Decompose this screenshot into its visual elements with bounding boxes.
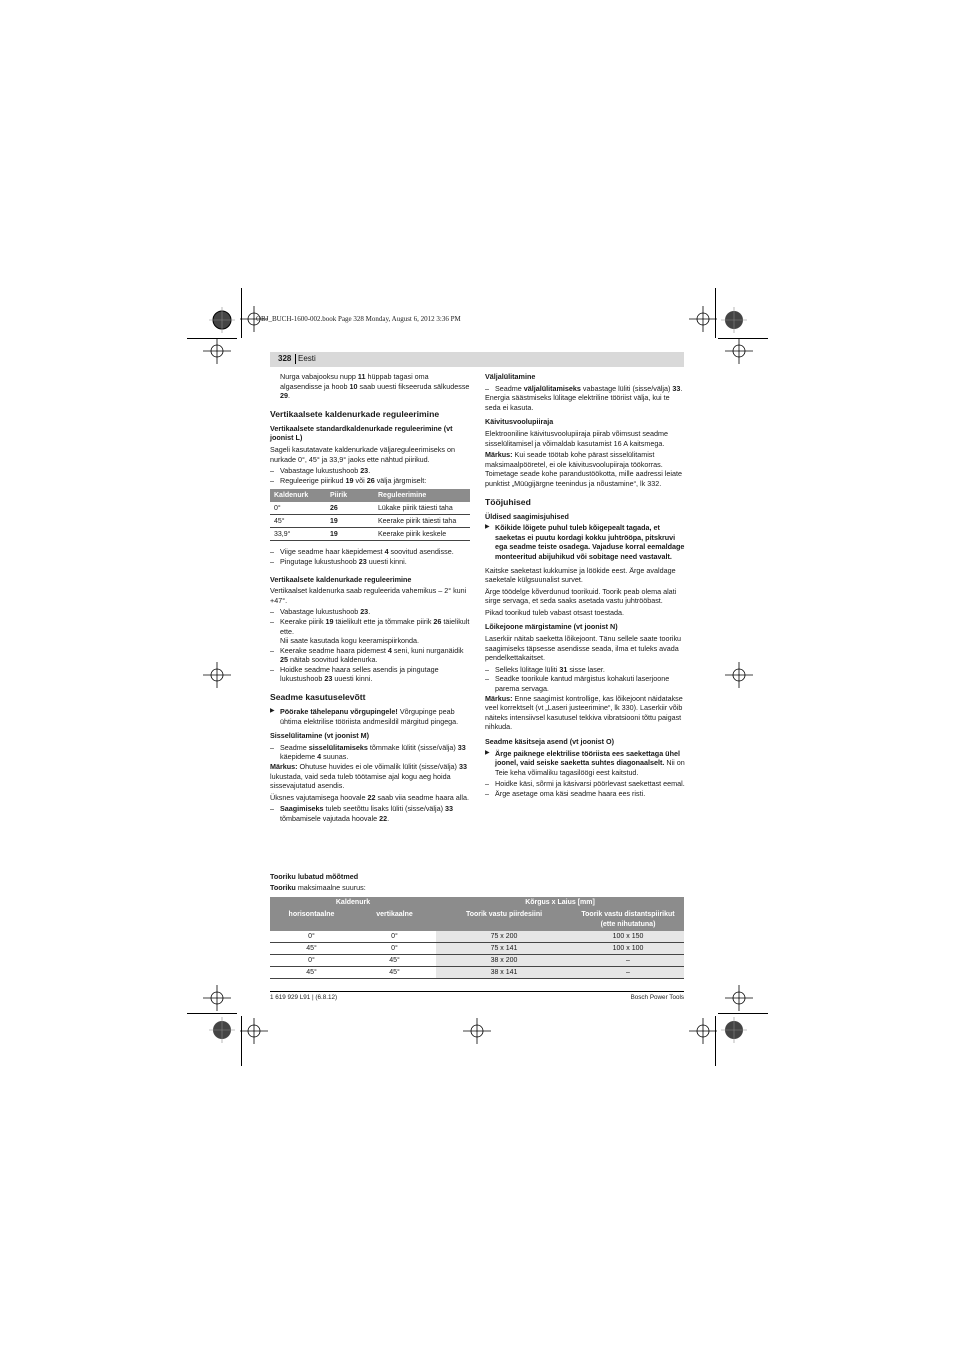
list-item: – Seadme sisselülitamiseks tõmmake lülitit (sisse/välja) 33 käepideme 4 suunas. <box>270 743 470 762</box>
table-header: vertikaalne <box>353 909 436 931</box>
list-item: – Vabastage lukustushoob 23. <box>270 466 470 476</box>
list-item: – Keerake piirik 19 täielikult ette ja tõmmake piirik 26 täielikult ette. Nii saate kasutada kogu keeramispiirkonda. <box>270 617 470 646</box>
note-paragraph: Märkus: Kui seade töötab kohe pärast sisselülitamist maksimaalpööretel, ei ole käivitusvoolupiiraja töökorras. Toimetage seade kohe parandustöökotta, mille aadressi leiate punktist „Müügijärgne teenindus ja nõustamine“, lk 332. <box>485 450 682 488</box>
registration-crosshair-icon <box>725 662 753 688</box>
table-row: 45° 45° 38 x 141 – <box>270 967 684 979</box>
page-number: 328 <box>278 354 292 363</box>
subsection-heading: Käivitusvoolupiiraja <box>485 417 554 427</box>
registration-crosshair-icon <box>203 985 231 1011</box>
paragraph: Ärge töödelge kõverdunud toorikuid. Toorik peab olema alati sirge servaga, et seda saaks asetada vastu juhtrööbast. <box>485 586 677 606</box>
subsection-heading: Vertikaalsete standardkaldenurkade reguleerimine (vt joonist L) <box>270 423 453 443</box>
registration-target-icon <box>712 302 756 338</box>
list-item: – Saagimiseks tuleb seetõttu lisaks lüliti (sisse/välja) 33 tõmbamisele vajutada hoovale 22. <box>270 804 470 823</box>
list-item: – Ärge asetage oma käsi seadme haara ees risti. <box>485 789 685 799</box>
paragraph: Kaitske saeketast kukkumise ja löökide eest. Ärge avaldage saeketale külgsuunalist survet. <box>485 565 676 585</box>
print-slug: OBJ_BUCH-1600-002.book Page 328 Monday, August 6, 2012 3:36 PM <box>256 315 461 323</box>
dimensions-heading: Tooriku lubatud mõõtmed <box>270 872 359 881</box>
list-item: – Pingutage lukustushoob 23 uuesti kinni. <box>270 557 470 567</box>
list-item: – Seadme väljalülitamiseks vabastage lüliti (sisse/välja) 33. <box>485 384 685 394</box>
list-item: – Seadke toorikule kantud märgistus kohakuti laserjoone parema servaga. <box>485 674 685 693</box>
subsection-heading: Lõikejoone märgistamine (vt joonist N) <box>485 622 618 632</box>
paragraph: Üksnes vajutamisega hoovale 22 saab viia seadme haara alla. <box>270 792 469 802</box>
list-item: – Hoidke käsi, sõrmi ja käsivarsi pöörlevast saekettast eemal. <box>485 779 685 789</box>
registration-target-icon <box>200 302 244 338</box>
paragraph: Energia säästmiseks lülitage elektriline tööriist välja, kui te seda ei kasuta. <box>485 393 670 412</box>
registration-crosshair-icon <box>203 662 231 688</box>
subsection-heading: Seadme käsitseja asend (vt joonist O) <box>485 737 615 746</box>
footer-rule <box>270 991 684 992</box>
note-paragraph: Märkus: Enne saagimist kontrollige, kas lõikejoont näidatakse veel korrektselt (vt „Laseri justeerimine“, lk 330). Laserkiir võib näiteks intensiivsel kasutusel tekkiva vibratsiooni tõttu paigast nihkuda. <box>485 693 683 732</box>
note-paragraph: Märkus: Ohutuse huvides ei ole võimalik lülitit (sisse/välja) 33 lukustada, vaid seda tuleb töötamise ajal kogu aeg hoida sissevajutatud asendis. <box>270 762 467 791</box>
paragraph: Sageli kasutatavate kaldenurkade väljareguleerimiseks on nurkade 0°, 45° ja 33,9° jaoks ette nähtud piirikud. <box>270 444 455 464</box>
warning-item: ▶ Ärge paiknege elektrilise tööriista ees saekettaga ühel joonel, vaid seiske saeketta suhtes diagonaalselt. Nii on Teie keha võimaliku tagasilöögi eest kaitstud. <box>485 749 685 778</box>
subsection-heading: Väljalülitamine <box>485 372 536 381</box>
right-column <box>485 372 685 799</box>
registration-target-icon <box>200 1012 244 1048</box>
list-item: – Hoidke seadme haara selles asendis ja pingutage lukustushoob 23 uuesti kinni. <box>270 665 470 684</box>
dimensions-intro: Tooriku maksimaalne suurus: <box>270 883 366 892</box>
section-heading: Vertikaalsete kaldenurkade reguleerimine <box>270 408 440 419</box>
table-header: Toorik vastu distantspiirikut (ette nihutatuna) <box>572 909 684 931</box>
registration-crosshair-icon <box>463 1018 491 1044</box>
footer-doc-number: 1 619 929 L91 | (6.8.12) <box>270 994 338 1001</box>
table-header: Kõrgus x Laius [mm] <box>436 897 684 909</box>
subsection-heading: Sisselülitamine (vt joonist M) <box>270 731 370 741</box>
header-language: Eesti <box>298 354 316 363</box>
table-header: Kaldenurk <box>270 897 436 909</box>
paragraph: Pikad toorikud tuleb vabast otsast toestada. <box>485 607 625 617</box>
bevel-stop-table <box>270 489 470 541</box>
table-header: Reguleerimine <box>374 489 470 502</box>
registration-crosshair-icon <box>725 985 753 1011</box>
list-item: – Viige seadme haar käepidemest 4 soovitud asendisse. <box>270 547 470 557</box>
subsection-heading: Vertikaalsete kaldenurkade reguleerimine <box>270 574 412 584</box>
registration-crosshair-icon <box>725 338 753 364</box>
registration-target-icon <box>712 1012 756 1048</box>
table-header: horisontaalne <box>270 909 353 931</box>
section-heading: Tööjuhised <box>485 496 531 507</box>
intro-paragraph: Nurga vabajooksu nupp 11 hüppab tagasi oma algasendisse ja hoob 10 saab uuesti fikseeruda sälkudesse 29. <box>280 372 470 401</box>
section-heading: Seadme kasutuselevõtt <box>270 692 366 703</box>
header-divider <box>295 354 296 364</box>
table-row: 33,9° 19 Keerake piirik keskele <box>270 528 470 541</box>
paragraph: Elektrooniline käivitusvoolupiiraja piirab võimsust seadme sisselülitamisel ja võimaldab kasutamist 16 A kaitsmega. <box>485 428 668 448</box>
table-header: Toorik vastu piirdesiini <box>436 909 572 931</box>
table-row: 0° 26 Lükake piirik täiesti taha <box>270 502 470 515</box>
footer-brand: Bosch Power Tools <box>630 994 684 1001</box>
table-row: 45° 0° 75 x 141 100 x 100 <box>270 943 684 955</box>
list-item: – Vabastage lukustushoob 23. <box>270 607 470 617</box>
registration-crosshair-icon <box>203 338 231 364</box>
workpiece-dimensions-table <box>270 897 684 979</box>
list-item: – Keerake seadme haara pidemest 4 seni, kuni nurganäidik 25 näitab soovitud kaldenurka. <box>270 646 470 665</box>
table-row: 0° 0° 75 x 200 100 x 150 <box>270 931 684 943</box>
warning-item: ▶ Pöörake tähelepanu võrgupingele! Võrgupinge peab ühtima elektrilise tööriista andmesildil märgitud pingega. <box>270 707 470 726</box>
paragraph: Laserkiir näitab saeketta lõikejoont. Tänu sellele saate tooriku saagimiseks täpsesse asendisse seada, ilma et tuleks avada pendelkettakaitset. <box>485 634 682 663</box>
warning-item: ▶ Kõikide lõigete puhul tuleb kõigepealt tagada, et saeketas ei puutu kordagi kokku juhtrööpa, pitskruvi ega seadme teiste osadega. Vajaduse korral eemaldage monteeritud abijuhikud või sobitage need vastavalt. <box>485 523 685 561</box>
registration-crosshair-icon <box>240 1018 268 1044</box>
table-row: 45° 19 Keerake piirik täiesti taha <box>270 515 470 528</box>
page-header <box>270 352 684 367</box>
table-header: Piirik <box>326 489 374 502</box>
list-item: – Selleks lülitage lüliti 31 sisse laser. <box>485 665 685 675</box>
left-column <box>270 372 470 824</box>
list-item: – Reguleerige piirikud 19 või 26 välja järgmiselt: <box>270 476 470 486</box>
subsection-heading: Üldised saagimisjuhised <box>485 511 569 521</box>
table-header: Kaldenurk <box>270 489 326 502</box>
table-row: 0° 45° 38 x 200 – <box>270 955 684 967</box>
paragraph: Vertikaalset kaldenurka saab reguleerida vahemikus – 2° kuni +47°. <box>270 586 467 605</box>
